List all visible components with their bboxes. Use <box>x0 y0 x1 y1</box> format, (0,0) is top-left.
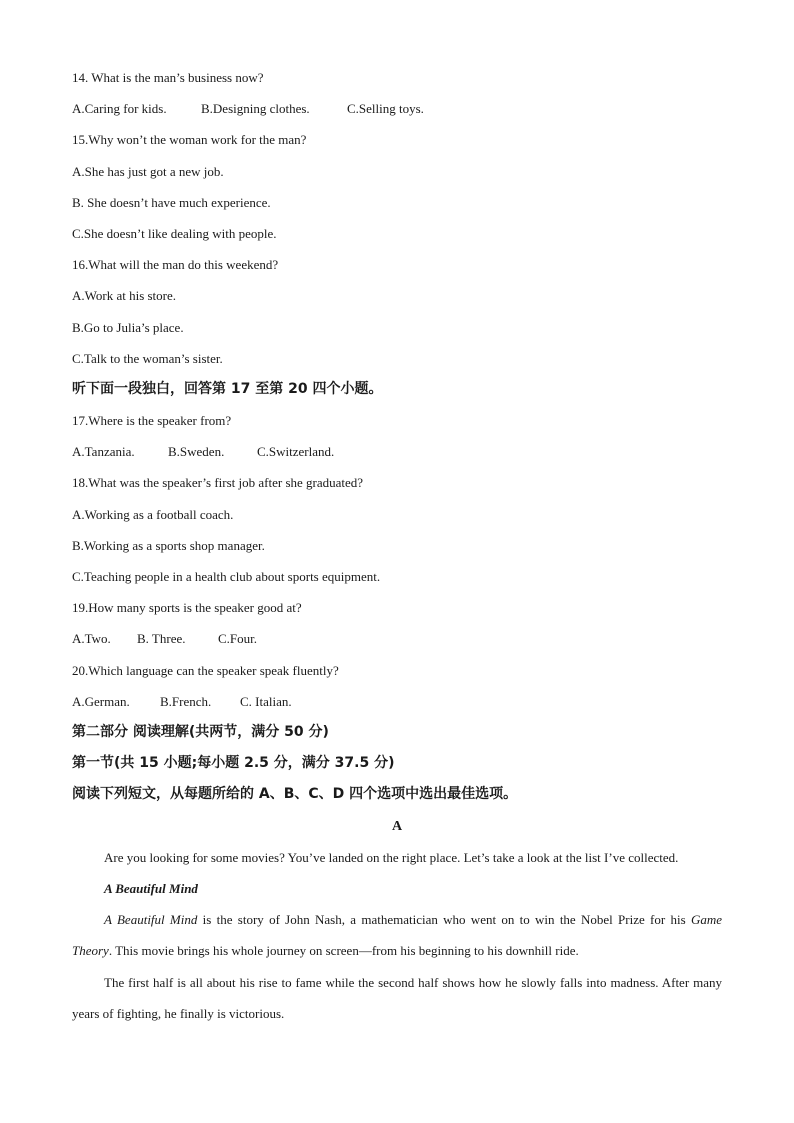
passage-label: A <box>391 818 403 834</box>
part2-title: 第二部分 阅读理解(共两节，满分 50 分) <box>72 723 329 740</box>
option-b: B.Sweden. <box>168 444 225 460</box>
option-c: C. Italian. <box>240 693 292 709</box>
passage-paragraph-2: The first half is all about his rise to fame while the second half shows how he slowly falls into madness. After many years of fighting, he finally is victorious. <box>72 974 722 1021</box>
option-c: C.Selling toys. <box>347 101 424 117</box>
option-a: A.Tanzania. <box>72 444 135 460</box>
option-a: A.Work at his store. <box>72 288 177 304</box>
game-theory-term: Game Theory <box>72 912 722 959</box>
question-14: 14. What is the man’s business now? <box>72 70 264 85</box>
movie-title: A Beautiful Mind <box>104 880 198 896</box>
option-b: B.Go to Julia’s place. <box>72 319 184 335</box>
option-a: A.Working as a football coach. <box>72 506 234 522</box>
question-19-options <box>72 623 722 654</box>
question-14-options <box>72 93 722 124</box>
option-c: C.Four. <box>218 631 258 647</box>
option-a: A.German. <box>72 693 130 709</box>
option-b: B.French. <box>160 693 212 709</box>
question-20: 20.Which language can the speaker speak fluently? <box>72 662 339 678</box>
exam-page <box>72 62 722 1029</box>
paragraph-text: is the story of John Nash, a mathematician who went on to win the Nobel Prize for his <box>197 912 691 928</box>
question-20-options <box>72 686 722 717</box>
option-c: C.Teaching people in a health club about sports equipment. <box>72 569 381 584</box>
question-17: 17.Where is the speaker from? <box>72 413 232 429</box>
option-b: B. Three. <box>137 631 186 647</box>
option-c: C.Switzerland. <box>257 444 335 460</box>
option-b: B.Designing clothes. <box>201 101 310 117</box>
reading-instruction: 阅读下列短文，从每题所给的 A、B、C、D 四个选项中选出最佳选项。 <box>72 786 518 803</box>
passage-intro: Are you looking for some movies? You’ve landed on the right place. Let’s take a look at the list I’ve collected. <box>104 849 679 865</box>
question-16: 16.What will the man do this weekend? <box>72 257 279 273</box>
option-b: B.Working as a sports shop manager. <box>72 537 265 553</box>
monologue-heading: 听下面一段独白，回答第 17 至第 20 四个小题。 <box>72 380 383 397</box>
question-18: 18.What was the speaker’s first job after she graduated? <box>72 475 364 491</box>
movie-title-inline: A Beautiful Mind <box>104 912 198 928</box>
passage-paragraph-1 <box>72 904 722 966</box>
option-c: C.She doesn’t like dealing with people. <box>72 225 277 241</box>
option-a: A.Caring for kids. <box>72 101 167 117</box>
option-c: C.Talk to the woman’s sister. <box>72 350 223 366</box>
question-17-options <box>72 436 722 467</box>
question-19: 19.How many sports is the speaker good at? <box>72 600 302 616</box>
section1-title: 第一节(共 15 小题;每小题 2.5 分，满分 37.5 分) <box>72 755 395 772</box>
option-a: A.She has just got a new job. <box>72 163 224 179</box>
question-15: 15.Why won’t the woman work for the man? <box>72 132 307 148</box>
paragraph-text: . This movie brings his whole journey on screen—from his beginning to his downhill ride. <box>108 943 579 959</box>
option-b: B. She doesn’t have much experience. <box>72 194 271 210</box>
option-a: A.Two. <box>72 631 111 647</box>
